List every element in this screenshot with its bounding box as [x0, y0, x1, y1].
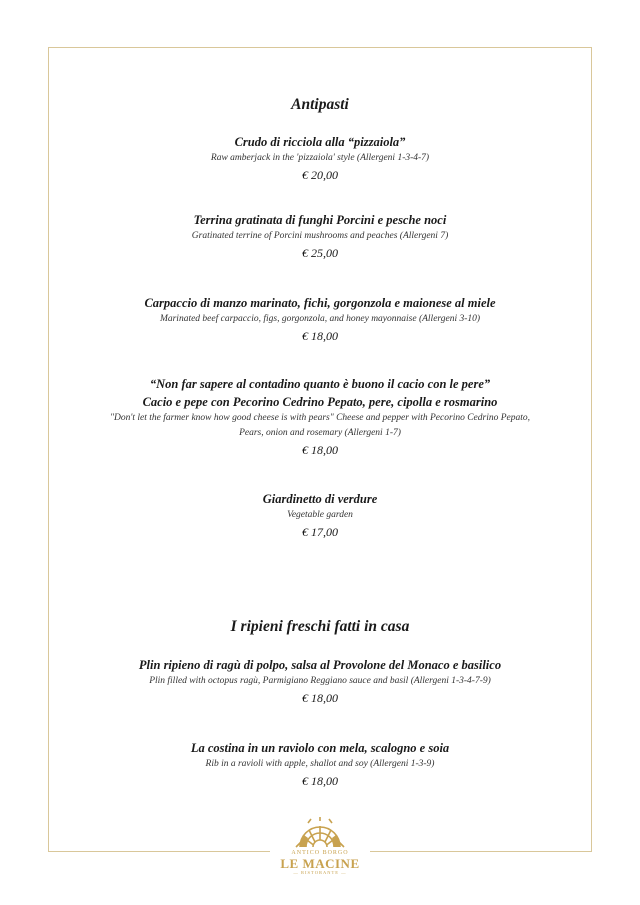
dish-name: Giardinetto di verdure — [262, 492, 378, 506]
dish-price: € 25,00 — [302, 246, 338, 260]
dish-name: La costina in un raviolo con mela, scalogno e soia — [190, 741, 450, 755]
dish-name: Terrina gratinata di funghi Porcini e pesche noci — [193, 213, 447, 227]
restaurant-logo — [270, 815, 370, 879]
dish-price: € 18,00 — [302, 329, 338, 343]
dish-description: Gratinated terrine of Porcini mushrooms and peaches (Allergeni 7) — [191, 231, 449, 241]
dish-price: € 20,00 — [302, 168, 338, 182]
dish-crudo-ricciola — [0, 133, 640, 185]
mill-wheel-icon — [294, 815, 346, 849]
dish-cacio-pere — [0, 375, 640, 460]
section-title-antipasti: Antipasti — [291, 96, 349, 113]
logo-line-le-macine: LE MACINE — [280, 856, 360, 871]
dish-name-line2: Cacio e pepe con Pecorino Cedrino Pepato, pere, cipolla e rosmarino — [142, 395, 498, 409]
dish-description: Plin filled with octopus ragù, Parmigiano Reggiano sauce and basil (Allergeni 1-3-4-7-9) — [149, 676, 491, 686]
dish-description: Raw amberjack in the 'pizzaiola' style (Allergeni 1-3-4-7) — [210, 153, 430, 163]
dish-name: Plin ripieno di ragù di polpo, salsa al Provolone del Monaco e basilico — [138, 658, 502, 672]
dish-price: € 18,00 — [302, 774, 338, 788]
dish-description: Rib in a ravioli with apple, shallot and soy (Allergeni 1-3-9) — [205, 759, 435, 769]
dish-name: “Non far sapere al contadino quanto è buono il cacio con le pere” — [149, 377, 491, 391]
section-title-ripieni: I ripieni freschi fatti in casa — [230, 618, 410, 635]
dish-price: € 18,00 — [302, 691, 338, 705]
dish-description-line2: Pears, onion and rosemary (Allergeni 1-7) — [239, 428, 401, 438]
dish-name: Carpaccio di manzo marinato, fichi, gorgonzola e maionese al miele — [144, 296, 496, 310]
dish-name: Crudo di ricciola alla “pizzaiola” — [234, 135, 406, 149]
logo-line-antico-borgo: ANTICO BORGO — [291, 850, 349, 856]
dish-giardinetto — [0, 490, 640, 542]
dish-description: "Don't let the farmer know how good cheese is with pears" Cheese and pepper with Pecorino Cedrino Pepato, — [109, 413, 531, 423]
dish-description: Marinated beef carpaccio, figs, gorgonzola, and honey mayonnaise (Allergeni 3-10) — [159, 314, 481, 324]
dish-description: Vegetable garden — [287, 510, 353, 520]
dish-plin-polpo — [0, 656, 640, 708]
logo-line-ristorante: — RISTORANTE — — [293, 870, 347, 875]
dish-carpaccio-manzo — [0, 294, 640, 346]
dish-price: € 17,00 — [302, 525, 338, 539]
dish-costina-raviolo — [0, 739, 640, 791]
dish-price: € 18,00 — [302, 443, 338, 457]
dish-terrina-porcini — [0, 211, 640, 263]
